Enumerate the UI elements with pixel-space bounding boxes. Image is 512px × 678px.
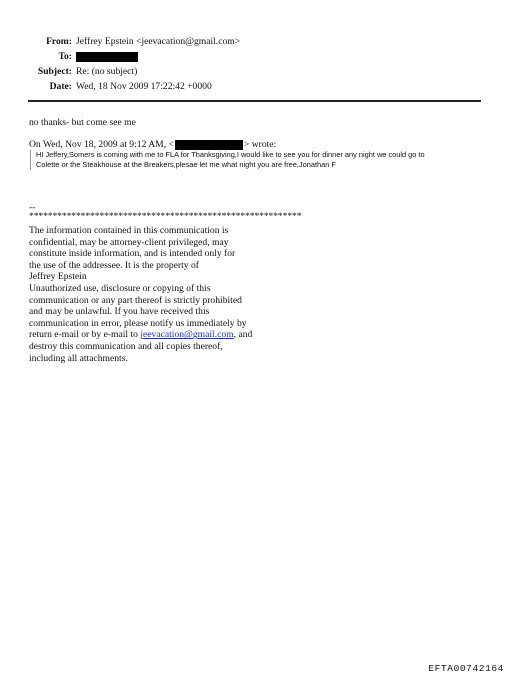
disclaimer-line: The information contained in this communication is [29,225,229,236]
subject-row [0,64,512,79]
redaction-bar [76,52,138,62]
email-line-prefix: return e-mail or by e-mail to [29,329,141,341]
disclaimer-line: the use of the addressee. It is the property of [29,259,199,271]
date-row [0,79,512,94]
disclaimer-line: communication in error, please notify us immediately by [29,317,247,329]
confidentiality-disclaimer [29,225,289,364]
attribution-suffix: > wrote: [243,139,277,150]
redaction-bar [175,140,243,150]
reply-text: no thanks- but come see me [29,117,136,128]
disclaimer-line: constitute inside information, and is intended only for [29,248,236,260]
quoted-message [30,150,490,170]
document-id: EFTA00742164 [428,663,504,674]
to-row [0,49,512,64]
date-value: Wed, 18 Nov 2009 17:22:42 +0000 [76,81,212,92]
attribution-prefix: On Wed, Nov 18, 2009 at 9:12 AM, < [29,139,174,150]
email-header-block [0,34,512,94]
header-divider [28,100,481,102]
from-label: From: [46,36,72,47]
quote-attribution [29,139,276,151]
disclaimer-line: Jeffrey Epstein [29,271,87,283]
disclaimer-email-line [29,329,289,341]
disclaimer-line: destroy this communication and all copies thereof, [29,340,223,352]
signature-stars: ********************************************************** [29,211,302,222]
date-label: Date: [49,81,72,92]
signature-dashes: -- [29,202,36,213]
quoted-line: HI Jeffery,Somers is coming with me to FLA for Thanksgiving,I would like to see you for dinner any night we could go to [36,150,425,159]
quoted-line: Colette or the Steakhouse at the Breakers,plesae let me what night you are free,Jonathan F [36,160,336,169]
subject-value: Re: (no subject) [76,66,138,77]
email-line-suffix: , and [233,329,253,341]
from-value: Jeffrey Epstein <jeevacation@gmail.com> [76,36,241,47]
disclaimer-line: communication or any part thereof is strictly prohibited [29,294,242,306]
to-label: To: [58,51,72,62]
disclaimer-line: and may be unlawful. If you have received this [29,306,210,318]
disclaimer-line: Unauthorized use, disclosure or copying of this [29,282,211,294]
from-row [0,34,512,49]
email-link[interactable]: jeevacation@gmail.com [140,329,234,341]
disclaimer-line: confidential, may be attorney-client privileged, may [29,236,229,248]
disclaimer-line: including all attachments. [29,352,128,364]
subject-label: Subject: [37,66,72,77]
